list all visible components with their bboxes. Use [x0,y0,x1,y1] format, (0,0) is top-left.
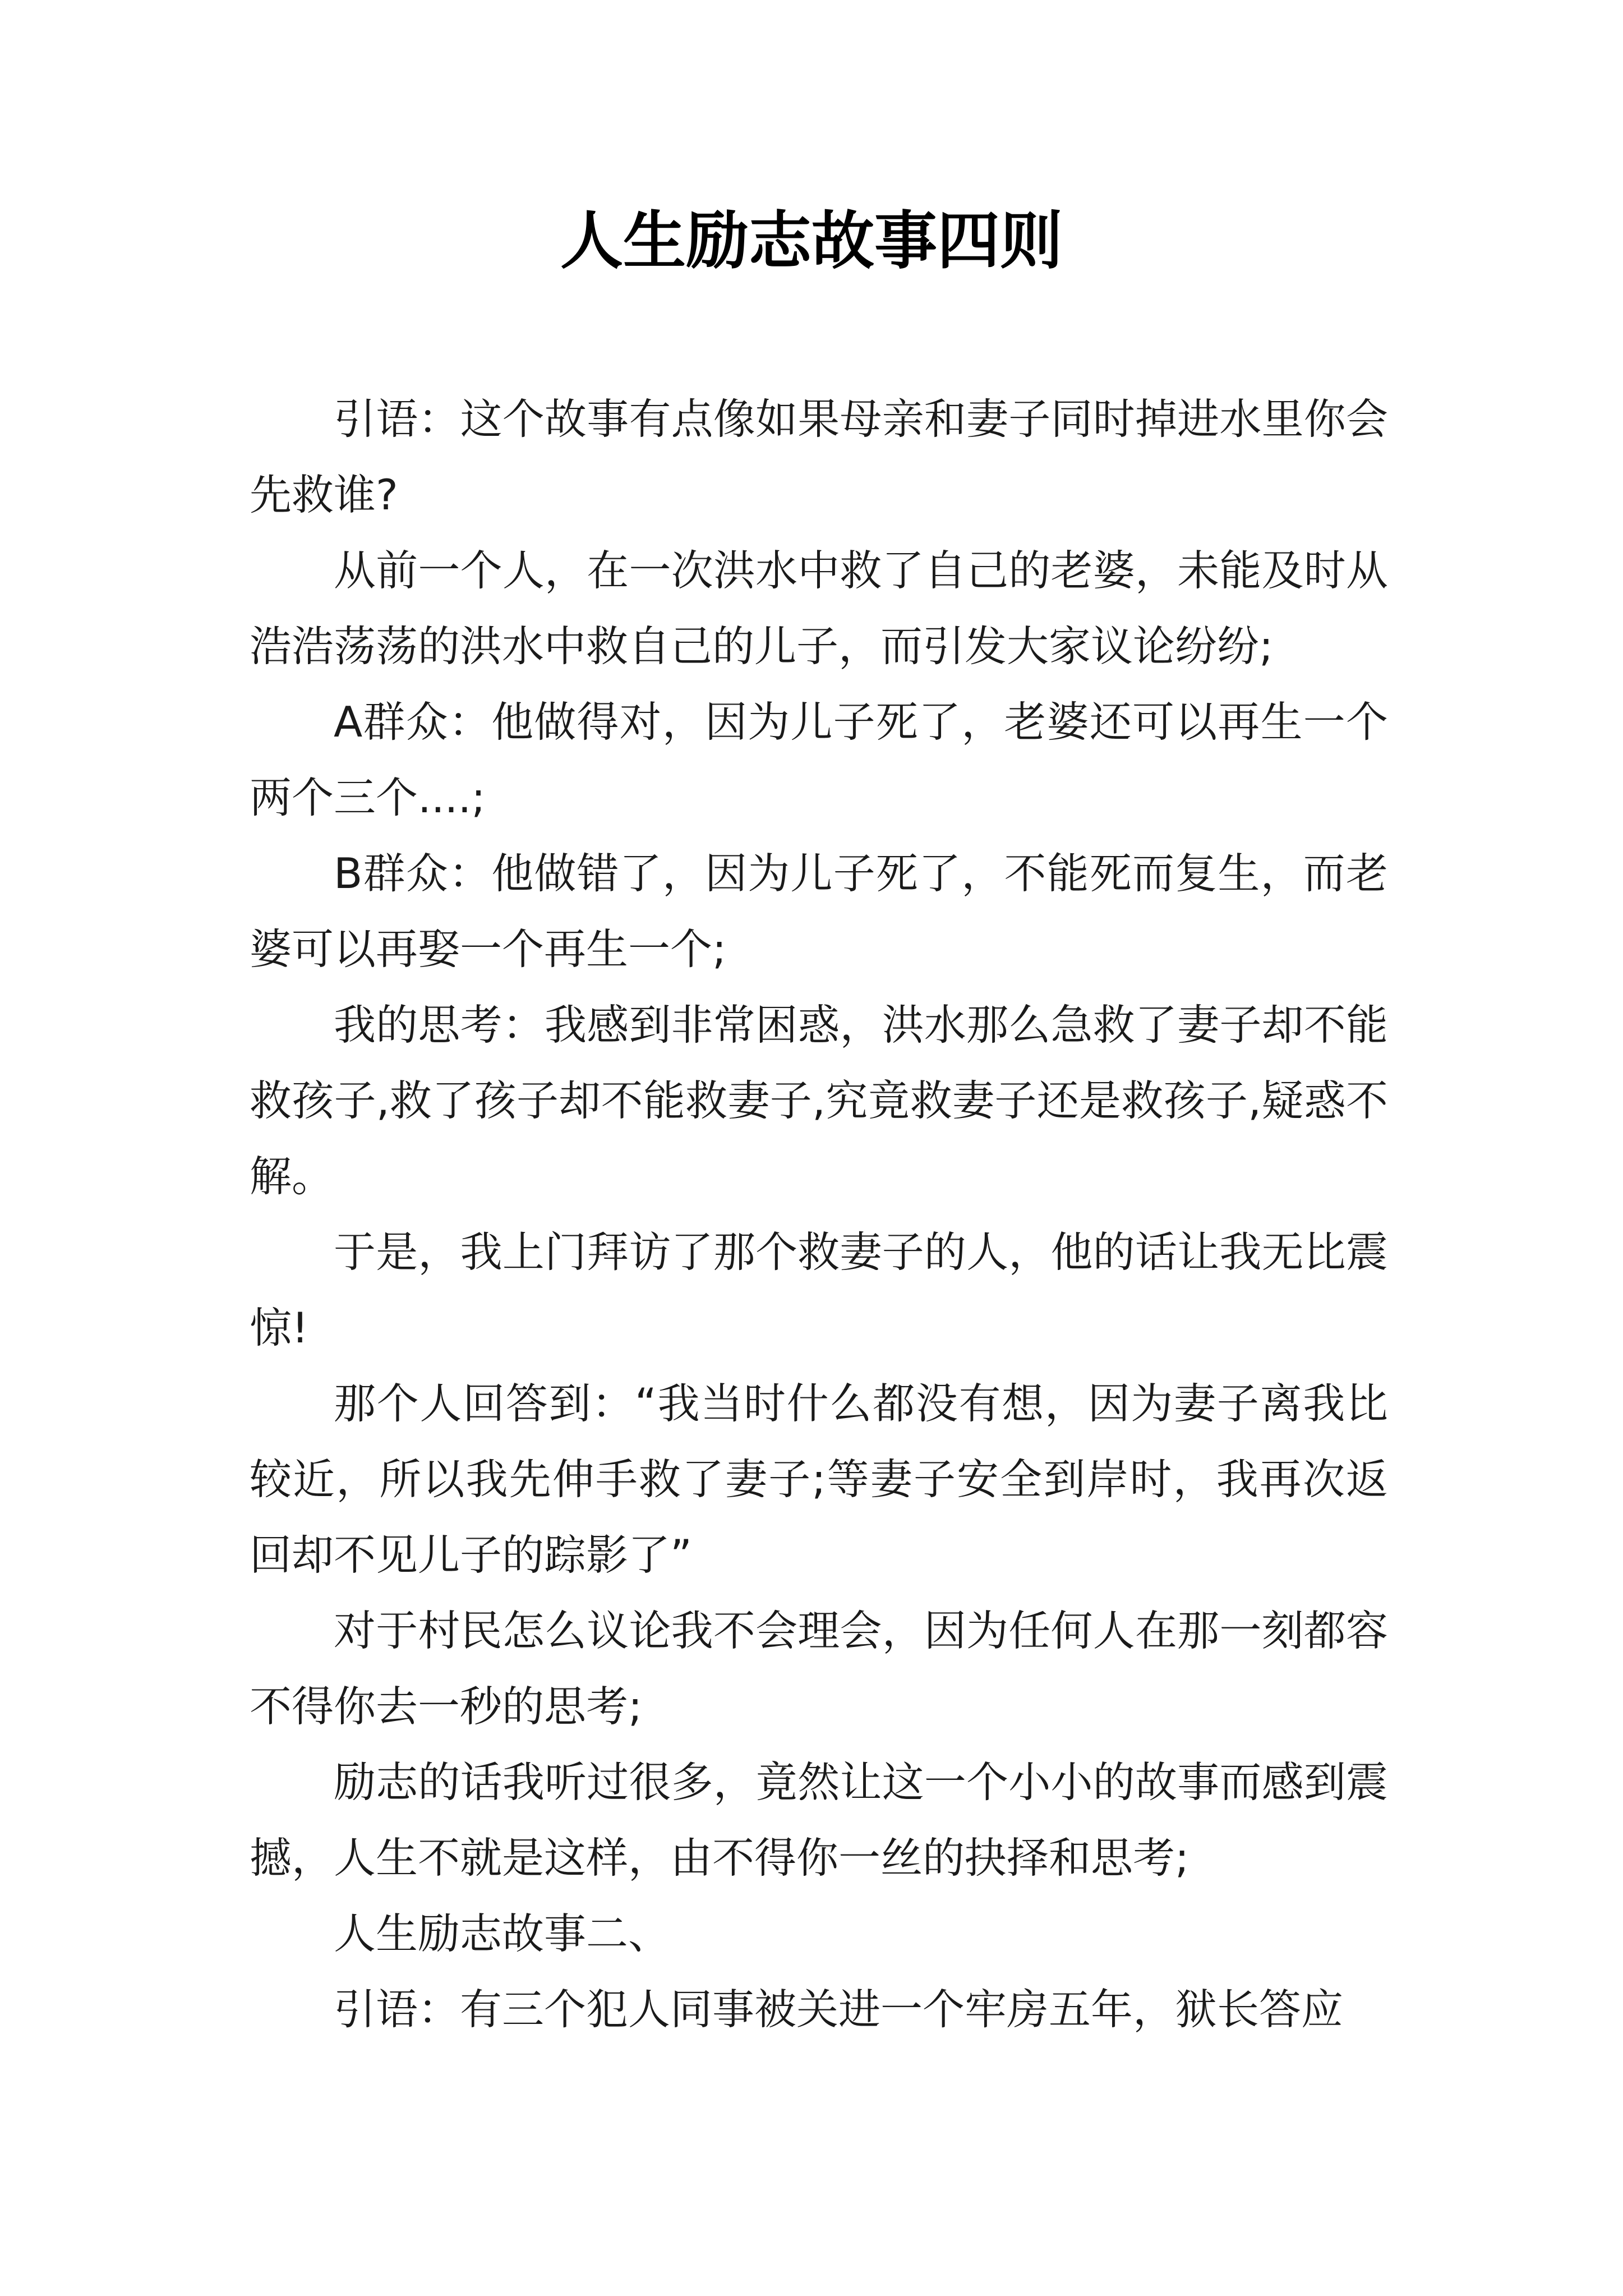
paragraph-villagers: 对于村民怎么议论我不会理会，因为任何人在那一刻都容不得你去一秒的思考; [250,1606,1388,1731]
paragraph-my-thoughts: 我的思考：我感到非常困惑，洪水那么急救了妻子却不能救孩子,救了孩子却不能救妻子,究竟救妻子还是救孩子,疑惑不解。 [250,1000,1388,1201]
paragraph-intro-2: 引语：有三个犯人同事被关进一个牢房五年，狱长答应 [334,1985,1344,2034]
paragraph-answer: 那个人回答到：“我当时什么都没有想，因为妻子离我比较近，所以我先伸手救了妻子;等妻子安全到岸时，我再次返回却不见儿子的踪影了” [250,1379,1388,1580]
paragraph-crowd-b: B群众：他做错了，因为儿子死了，不能死而复生，而老婆可以再娶一个再生一个; [250,849,1388,974]
section-heading-story-2: 人生励志故事二、 [334,1909,671,1958]
document-title: 人生励志故事四则 [560,204,1063,278]
document-body [250,381,1388,2047]
paragraph-visit: 于是，我上门拜访了那个救妻子的人，他的话让我无比震惊! [250,1227,1388,1352]
paragraph-story-1: 从前一个人，在一次洪水中救了自己的老婆，未能及时从浩浩荡荡的洪水中救自己的儿子，而引发大家议论纷纷; [250,546,1388,671]
paragraph-crowd-a: A群众：他做得对，因为儿子死了，老婆还可以再生一个两个三个....; [250,697,1388,822]
paragraph-inspiration: 励志的话我听过很多，竟然让这一个小小的故事而感到震撼，人生不就是这样，由不得你一丝的抉择和思考; [250,1757,1388,1883]
paragraph-intro-1: 引语：这个故事有点像如果母亲和妻子同时掉进水里你会先救谁? [250,394,1388,519]
